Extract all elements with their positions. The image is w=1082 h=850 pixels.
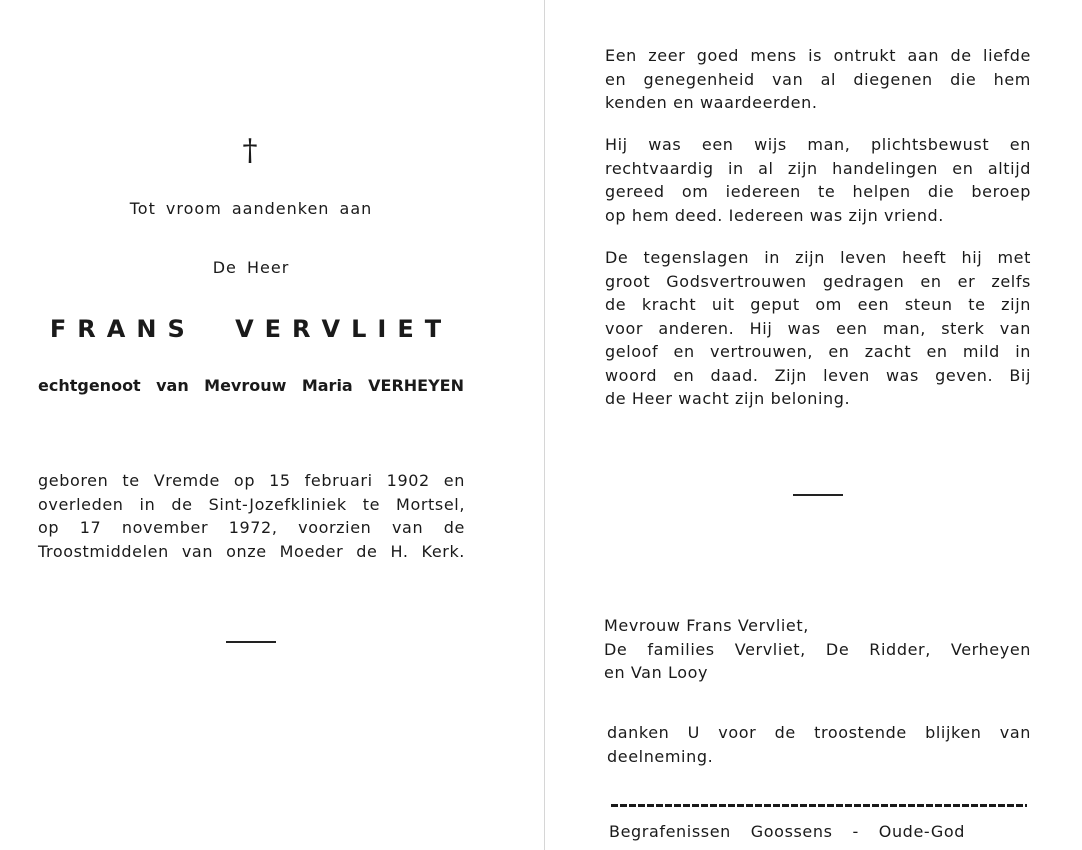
thanks-paragraph (607, 721, 1031, 768)
dotted-rule (611, 804, 1027, 807)
paragraph-line: Een zeer goed mens is ontrukt aan de liefde (605, 46, 1031, 65)
paragraph-line: overleden in de Sint-Jozefkliniek te Mortsel, (38, 494, 465, 514)
paragraph-line: woord en daad. Zijn leven was geven. Bij (605, 365, 1031, 385)
tribute-paragraph-3 (605, 246, 1031, 411)
undertaker-credit: Begrafenissen Goossens - Oude-God (609, 822, 965, 841)
paragraph-line: en Van Looy (604, 663, 709, 682)
paragraph-line: op hem deed. Iedereen was zijn vriend. (605, 205, 944, 225)
paragraph-line: Hij was een wijs man, plichtsbewust en (605, 135, 1031, 154)
paragraph-line: De families Vervliet, De Ridder, Verheyen (604, 639, 1031, 659)
paragraph-line: gereed om iedereen te helpen die beroep (605, 182, 1031, 201)
spouse-line: echtgenoot van Mevrouw Maria VERHEYEN (38, 376, 464, 395)
paragraph-line: de kracht uit geput om een steun te zijn (605, 295, 1031, 314)
paragraph-line: De tegenslagen in zijn leven heeft hij met (605, 248, 1031, 267)
paragraph-line: deelneming. (607, 746, 714, 766)
divider-rule (226, 641, 276, 643)
right-page (545, 0, 1082, 850)
paragraph-line: geloof en vertrouwen, en zacht en mild in (605, 342, 1031, 361)
paragraph-line: groot Godsvertrouwen gedragen en er zelfs (605, 271, 1031, 291)
divider-rule (793, 494, 843, 496)
paragraph-line: voor anderen. Hij was een man, sterk van (605, 318, 1031, 338)
deceased-name: FRANS VERVLIET (49, 315, 453, 343)
paragraph-line: Troostmiddelen van onze Moeder de H. Kerk. (38, 541, 465, 561)
paragraph-line: op 17 november 1972, voorzien van de (38, 518, 465, 537)
family-signature (604, 614, 1031, 685)
paragraph-line: de Heer wacht zijn beloning. (605, 389, 851, 408)
tribute-paragraph-2 (605, 133, 1031, 227)
honorific: De Heer (212, 258, 290, 277)
paragraph-line: en genegenheid van al diegenen die hem (605, 69, 1031, 89)
paragraph-line: rechtvaardig in al zijn handelingen en altijd (605, 158, 1031, 178)
paragraph-line: danken U voor de troostende blijken van (607, 723, 1031, 742)
paragraph-line: kenden en waardeerden. (605, 93, 818, 112)
paragraph-line: geboren te Vremde op 15 februari 1902 en (38, 471, 465, 490)
paragraph-line: Mevrouw Frans Vervliet, (604, 616, 809, 635)
birth-death-paragraph (38, 469, 465, 563)
memorial-intro: Tot vroom aandenken aan (129, 199, 373, 218)
cross-icon: † (242, 133, 258, 168)
tribute-paragraph-1 (605, 44, 1031, 115)
